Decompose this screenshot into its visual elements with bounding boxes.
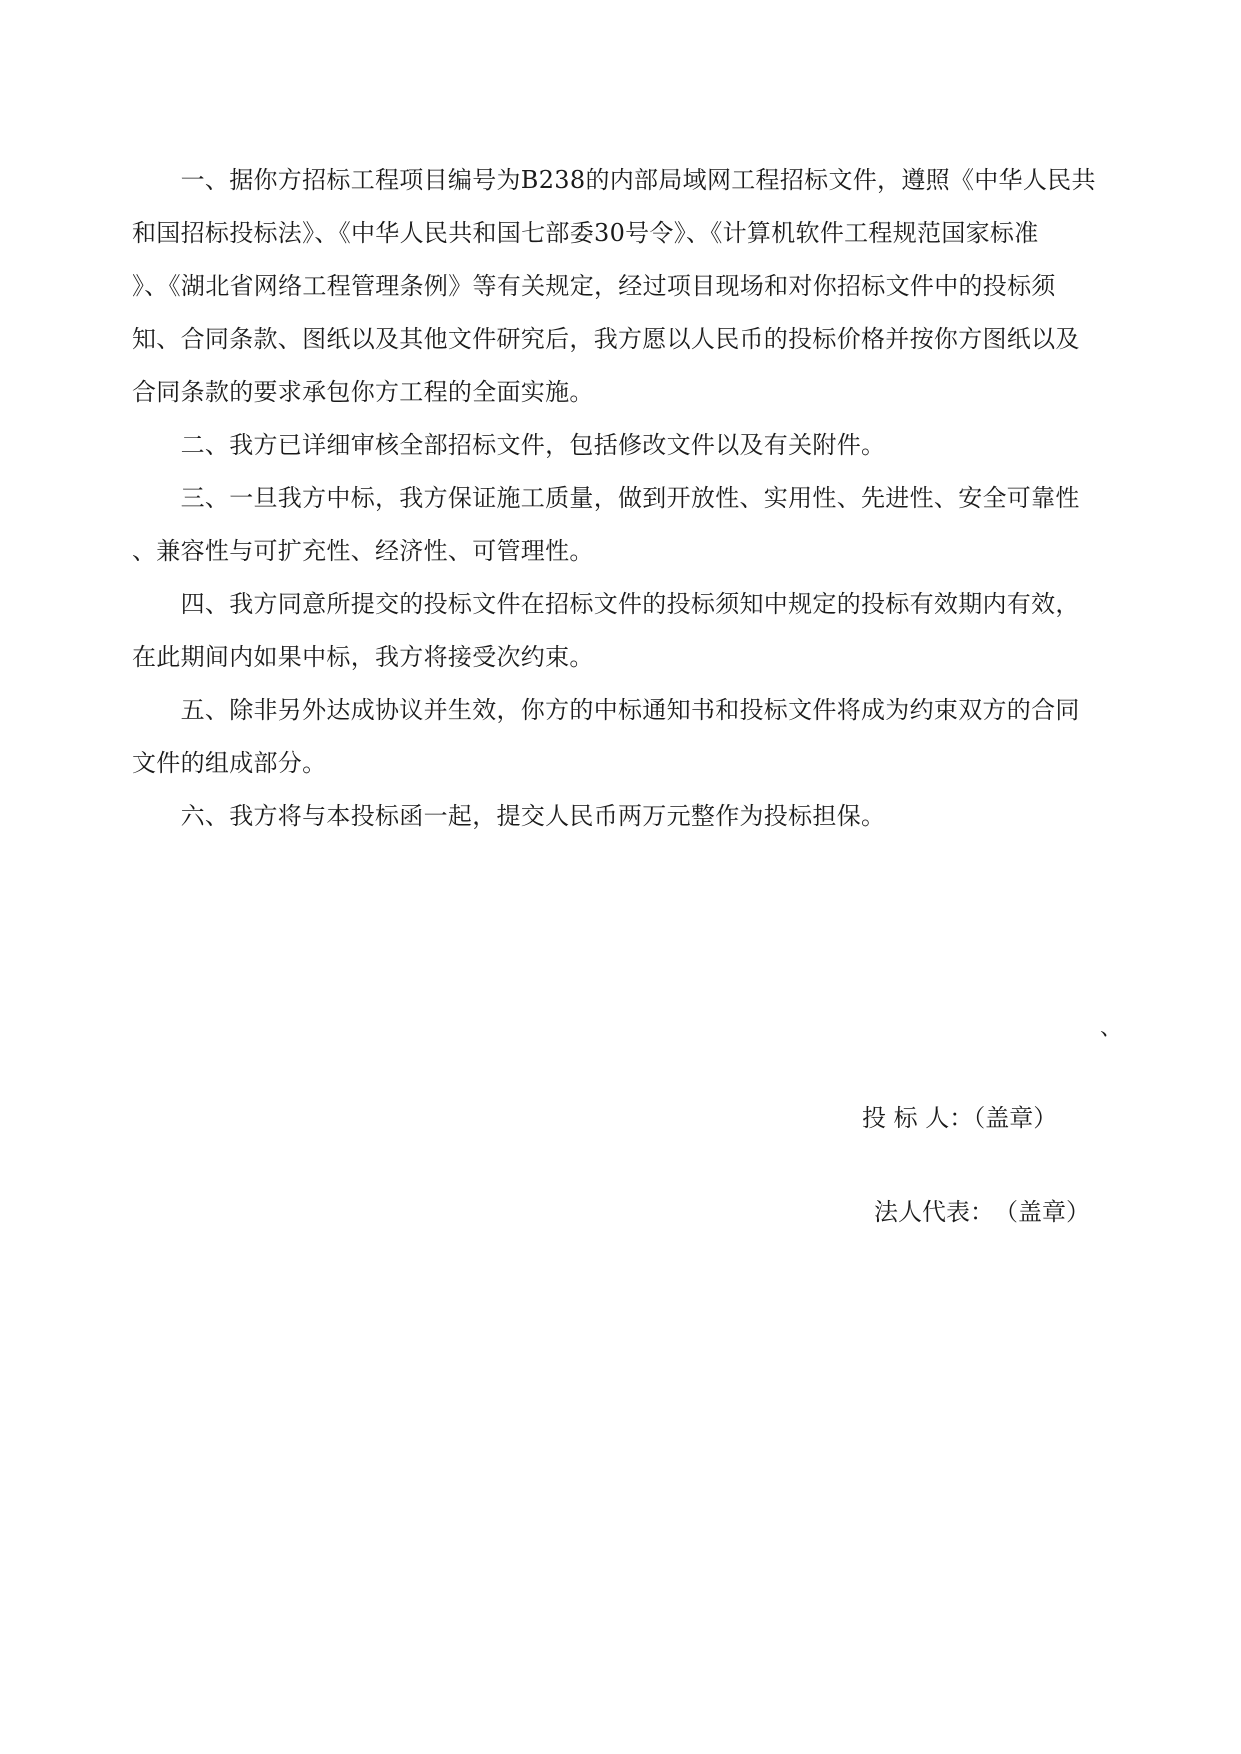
- letter-line-13: 六、我方将与本投标函一起，提交人民币两万元整作为投标担保。: [132, 802, 886, 830]
- stray-mark: 、: [1100, 1016, 1123, 1041]
- letter-line-1: 一、据你方招标工程项目编号为B238的内部局域网工程招标文件，遵照《中华人民共: [132, 166, 1096, 194]
- letter-line-5: 合同条款的要求承包你方工程的全面实施。: [132, 378, 594, 406]
- letter-line-9: 四、我方同意所提交的投标文件在招标文件的投标须知中规定的投标有效期内有效，: [132, 590, 1080, 618]
- letter-line-10: 在此期间内如果中标，我方将接受次约束。: [132, 643, 594, 671]
- letter-line-3: 》、《湖北省网络工程管理条例》等有关规定，经过项目现场和对你招标文件中的投标须: [132, 272, 1056, 300]
- bidder-signature-line: 投 标 人：（盖章）: [862, 1104, 1058, 1132]
- letter-line-7: 三、一旦我方中标，我方保证施工质量，做到开放性、实用性、先进性、安全可靠性: [132, 484, 1080, 512]
- letter-line-4: 知、合同条款、图纸以及其他文件研究后，我方愿以人民币的投标价格并按你方图纸以及: [132, 325, 1080, 353]
- letter-line-11: 五、除非另外达成协议并生效，你方的中标通知书和投标文件将成为约束双方的合同: [132, 696, 1080, 724]
- letter-line-6: 二、我方已详细审核全部招标文件，包括修改文件以及有关附件。: [132, 431, 886, 459]
- letter-line-8: 、兼容性与可扩充性、经济性、可管理性。: [132, 537, 594, 565]
- legal-rep-signature-line: 法人代表： （盖章）: [874, 1198, 1090, 1226]
- letter-line-12: 文件的组成部分。: [132, 749, 327, 777]
- letter-line-2: 和国招标投标法》、《中华人民共和国七部委30号令》、《计算机软件工程规范国家标准: [132, 219, 1039, 247]
